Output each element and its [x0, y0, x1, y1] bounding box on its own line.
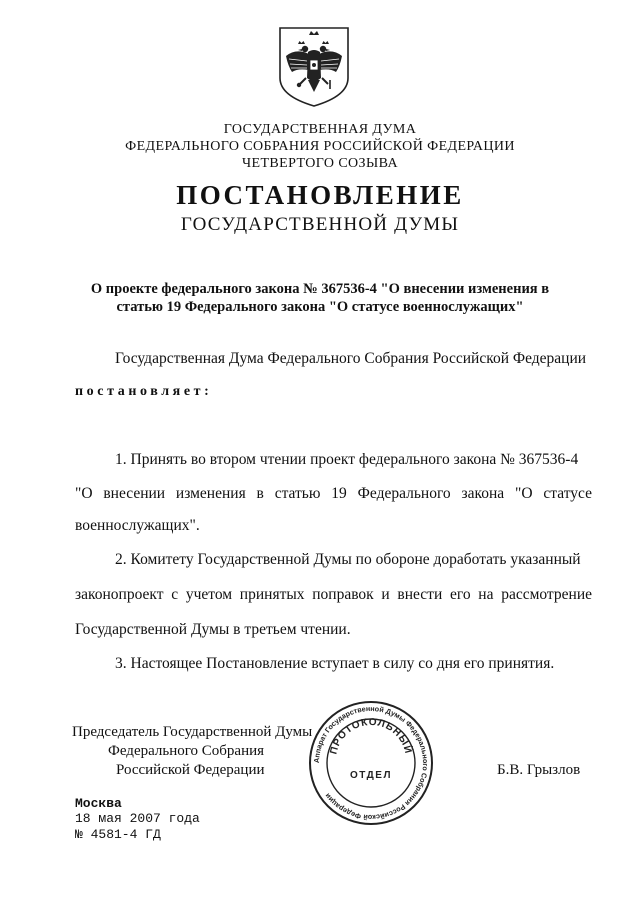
footer-number: № 4581-4 ГД: [75, 827, 161, 842]
subject-line-2: статью 19 Федерального закона "О статусе военнослужащих": [116, 299, 524, 315]
header-line-3: ЧЕТВЕРТОГО СОЗЫВА: [242, 156, 398, 171]
subject-line-1: О проекте федерального закона № 367536-4 "О внесении изменения в: [90, 281, 550, 297]
header-line-1: ГОСУДАРСТВЕННАЯ ДУМА: [223, 122, 417, 137]
stamp-center-text: ОТДЕЛ: [350, 770, 392, 781]
item-3-line-1: 3. Настоящее Постановление вступает в силу со дня его принятия.: [115, 655, 555, 672]
double-headed-eagle-icon: [276, 26, 352, 108]
footer-city: Москва: [75, 796, 122, 811]
footer-date: 18 мая 2007 года: [75, 811, 200, 826]
item-2-line-1: 2. Комитету Государственной Думы по обороне доработать указанный: [115, 551, 581, 568]
signature-position-1: Председатель Государственной Думы: [72, 724, 313, 740]
item-2-line-2: законопроект с учетом принятых поправок и внести его на рассмотрение: [75, 586, 592, 603]
header-line-2: ФЕДЕРАЛЬНОГО СОБРАНИЯ РОССИЙСКОЙ ФЕДЕРАЦИИ: [125, 139, 515, 154]
protocol-department-stamp: [306, 698, 436, 828]
document-subtitle: ГОСУДАРСТВЕННОЙ ДУМЫ: [180, 214, 460, 235]
signature-position-2: Федерального Собрания: [108, 743, 265, 759]
stamp-outer-text: Аппарат Государственной Думы Федерального Собрания Российской Федерации: [311, 703, 431, 823]
preamble: Государственная Дума Федерального Собрания Российской Федерации: [115, 350, 587, 367]
document-title: ПОСТАНОВЛЕНИЕ: [176, 180, 464, 210]
signatory-name: Б.В. Грызлов: [497, 762, 581, 778]
stamp-inner-text: ПРОТОКОЛЬНЫЙ: [328, 716, 414, 756]
item-1-line-1: 1. Принять во втором чтении проект федерального закона № 367536-4: [115, 451, 579, 468]
item-1-line-3: военнослужащих".: [75, 517, 200, 534]
item-2-line-3: Государственной Думы в третьем чтении.: [75, 621, 351, 638]
signature-position-3: Российской Федерации: [116, 762, 265, 778]
item-1-line-2: "О внесении изменения в статью 19 Федерального закона "О статусе: [75, 485, 592, 502]
decrees-word: постановляет:: [75, 384, 213, 399]
